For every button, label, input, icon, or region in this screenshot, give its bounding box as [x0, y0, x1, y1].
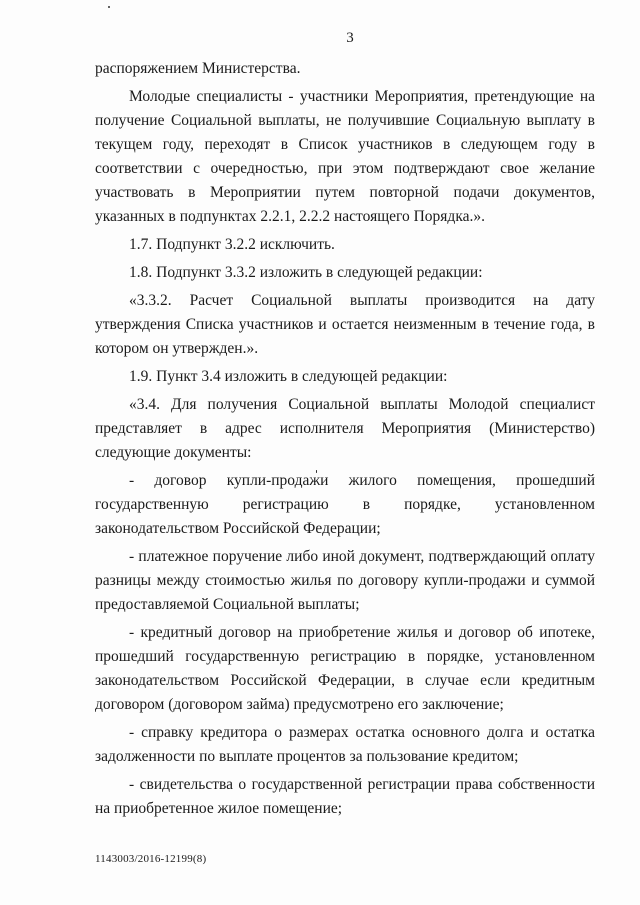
list-item-purchase-contract: - договор купли-продажи жилого помещения, прошедший государственную регистрацию в порядке, установленном законодательством Российской Федерации;: [95, 472, 595, 537]
scan-speck: [108, 6, 110, 8]
quote-3-4: «3.4. Для получения Социальной выплаты Молодой специалист представляет в адрес исполнителя Мероприятия (Министерство) следующие документы:: [95, 396, 595, 461]
document-footer-code: 1143003/2016-12199(8): [95, 853, 207, 865]
paragraph-young-specialists: Молодые специалисты - участники Мероприятия, претендующие на получение Социальной выплаты, не получившие Социальную выплату в текущем году, переходят в Список участников в следующем году в соответствии с очередностью, при этом подтверждают свое желание участвовать в Мероприятии путем повторной подачи документов, указанных в подпунктах 2.2.1, 2.2.2 настоящего Порядка.».: [95, 88, 595, 225]
list-item-ownership-certificate: - свидетельства о государственной регистрации права собственности на приобретенное жилое помещение;: [95, 776, 595, 817]
list-item-payment-order: - платежное поручение либо иной документ, подтверждающий оплату разницы между стоимостью жилья по договору купли-продажи и суммой предоставляемой Социальной выплаты;: [95, 548, 595, 613]
clause-1-8: 1.8. Подпункт 3.3.2 изложить в следующей редакции:: [129, 264, 483, 281]
clause-1-7: 1.7. Подпункт 3.2.2 исключить.: [129, 236, 335, 253]
page-number: 3: [346, 30, 354, 46]
list-item-creditor-certificate: - справку кредитора о размерах остатка основного долга и остатка задолженности по выплате процентов за пользование кредитом;: [95, 724, 595, 765]
clause-1-9: 1.9. Пункт 3.4 изложить в следующей редакции:: [129, 368, 448, 385]
document-body: [95, 57, 595, 825]
quote-3-3-2: «3.3.2. Расчет Социальной выплаты производится на дату утверждения Списка участников и остается неизменным в течение года, в котором он утвержден.».: [95, 292, 595, 357]
paragraph-continuation: распоряжением Министерства.: [95, 60, 301, 77]
list-item-credit-contract: - кредитный договор на приобретение жилья и договор об ипотеке, прошедший государственную регистрацию в порядке, установленном законодательством Российской Федерации, в случае если кредитным договором (договором займа) предусмотрено его заключение;: [95, 624, 595, 713]
